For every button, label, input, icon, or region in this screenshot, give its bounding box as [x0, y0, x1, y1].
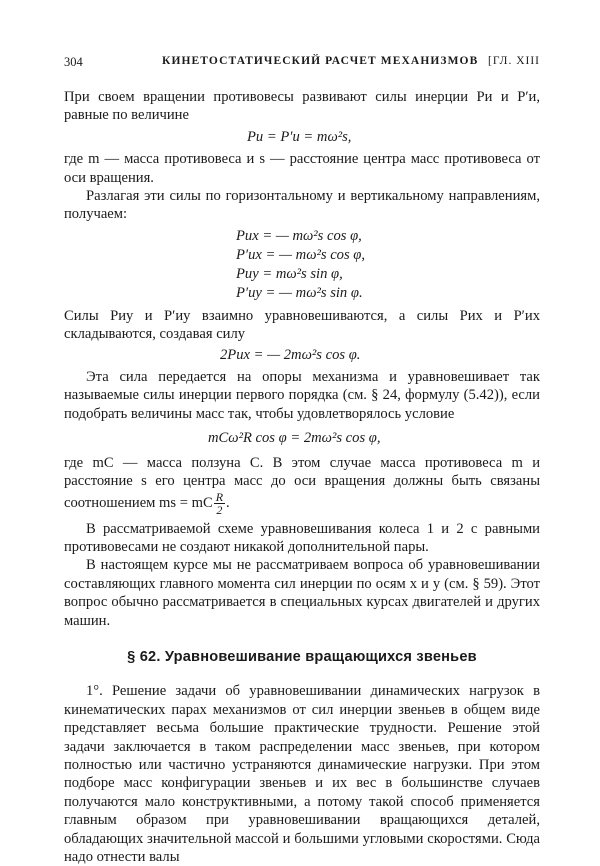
formula-components: [64, 227, 540, 303]
formula-line: P′иx = — mω²s cos φ,: [236, 246, 366, 263]
paragraph-6-text: где mC — масса ползуна C. В этом случае масса противовеса m и расстояние s его центра масс до оси вращения должны быть связаны соотношением ms = mC: [64, 454, 540, 511]
paragraph-3: Разлагая эти силы по горизонтальному и вертикальному направлениям, получаем:: [64, 188, 540, 223]
section-heading: § 62. Уравновешивание вращающихся звеньев: [127, 648, 477, 665]
paragraph-6-end: .: [226, 494, 230, 511]
page-body: [64, 88, 540, 866]
fraction: [214, 491, 225, 516]
paragraph-7: В рассматриваемой схеме уравновешивания колеса 1 и 2 с равными противовесами не создают никакой дополнительной пары.: [64, 520, 540, 555]
paragraph-1: При своем вращении противовесы развивают силы инерции Pи и P′и, равные по величине: [64, 89, 540, 124]
fraction-numerator: R: [215, 489, 224, 504]
chapter-ref: [ГЛ. XIII: [488, 55, 540, 67]
formula-condition: mCω²R cos φ = 2mω²s cos φ,: [208, 430, 381, 447]
page-number: 304: [64, 55, 83, 69]
paragraph-6: [64, 454, 540, 516]
formula-line: Pиx = — mω²s cos φ,: [236, 227, 362, 244]
running-header: [64, 55, 540, 75]
paragraph-5: Эта сила передается на опоры механизма и уравновешивает так называемые силы инерции первого порядка (см. § 24, формулу (5.42)), если подобрать величины масс так, чтобы удовлетворялось условие: [64, 369, 540, 422]
paragraph-9: 1°. Решение задачи об уравновешивании динамических нагрузок в кинематических парах механизмов от сил инерции звеньев в общем виде представляет весьма большие практические трудности. Решение этой задачи заключается в таком распределении масс звеньев, при котором полностью или частично устраняются динамические нагрузки. При этом подборе масс конфигурации звеньев и их вес в большинстве случаев получаются мало конструктивными, а потому такой способ применяется главным образом при уравновешивании вращающихся деталей, обладающих значительной массой и большими угловыми скоростями. Сюда надо отнести валы: [64, 683, 540, 865]
formula-inertia-force: Pи = P′и = mω²s,: [247, 128, 352, 145]
paragraph-2: где m — масса противовеса и s — расстояние центра масс противовеса от оси вращения.: [64, 151, 540, 186]
paragraph-8: В настоящем курсе мы не рассматриваем вопроса об уравновешивании составляющих главного момента сил инерции по осям x и y (см. § 59). Этот вопрос обычно рассматривается в специальных курсах двигателей и других машин.: [64, 557, 540, 629]
running-title: КИНЕТОСТАТИЧЕСКИЙ РАСЧЕТ МЕХАНИЗМОВ: [162, 55, 479, 67]
formula-sum-force: 2Pиx = — 2mω²s cos φ.: [220, 346, 361, 363]
formula-line: Pиy = mω²s sin φ,: [236, 265, 343, 282]
formula-line: P′иy = — mω²s sin φ.: [236, 284, 363, 301]
paragraph-4: Силы Pиy и P′иy взаимно уравновешиваются, а силы Pиx и P′иx складываются, создавая силу: [64, 307, 540, 343]
fraction-denominator: 2: [216, 502, 223, 517]
